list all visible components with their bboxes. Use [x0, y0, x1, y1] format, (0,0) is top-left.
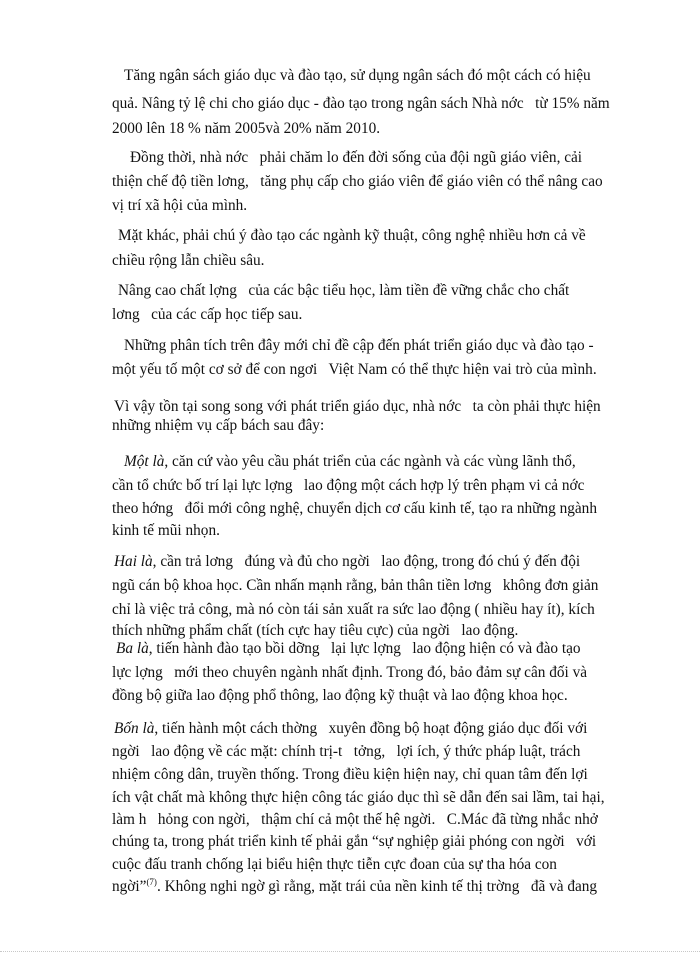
paragraph-8-line-3: chỉ là việc trả công, mà nó còn tái sản xuất ra sức lao động ( nhiều hay ít), kích: [112, 601, 595, 618]
paragraph-10-line-7: cuộc đấu tranh chống lại biểu hiện thực tiễn cực đoan của sự tha hóa con: [112, 856, 557, 873]
paragraph-5-line-1: Những phân tích trên đây mới chỉ đề cập đến phát triển giáo dục và đào tạo -: [124, 337, 594, 354]
paragraph-9-line-3: đồng bộ giữa lao động phổ thông, lao động kỹ thuật và lao động khoa học.: [112, 687, 568, 704]
paragraph-6-line-1: Vì vậy tồn tại song song với phát triển giáo dục, nhà nớc ta còn phải thực hiện: [114, 398, 601, 415]
paragraph-10-line-3: nhiệm công dân, truyền thống. Trong điều kiện hiện nay, chỉ quan tâm đến lợi: [112, 766, 588, 783]
paragraph-1-line-2: quả. Nâng tỷ lệ chi cho giáo dục - đào tạo trong ngân sách Nhà nớc từ 15% năm: [112, 95, 610, 112]
paragraph-10-line-1: [114, 719, 674, 739]
paragraph-9-line-1: [116, 639, 676, 659]
paragraph-8-line-2: ngũ cán bộ khoa học. Cần nhấn mạnh rằng, bản thân tiền lơng không đơn giản: [112, 577, 599, 594]
paragraph-7-lead: Một là: [124, 453, 165, 470]
footnote-reference: (7): [146, 876, 157, 887]
page-bottom-divider: [0, 951, 700, 952]
paragraph-4-line-1: Nâng cao chất lợng của các bậc tiểu học, làm tiền đề vững chắc cho chất: [118, 282, 570, 299]
paragraph-7-line-2: cần tổ chức bố trí lại lực lợng lao động một cách hợp lý trên phạm vi cả nớc: [112, 477, 585, 494]
paragraph-7-line-1: [124, 452, 684, 472]
paragraph-9-lead: Ba là: [116, 640, 149, 657]
paragraph-6-line-2: những nhiệm vụ cấp bách sau đây:: [112, 417, 325, 434]
paragraph-10-line-8-rest: . Không nghi ngờ gì rằng, mặt trái của nền kinh tế thị trờng đã và đang: [156, 878, 598, 895]
paragraph-7-line-1-text: , căn cứ vào yêu cầu phát triển của các ngành và các vùng lãnh thổ,: [164, 453, 576, 470]
paragraph-2-line-3: vị trí xã hội của mình.: [112, 197, 248, 214]
paragraph-8-line-4: thích những phẩm chất (tích cực hay tiêu cực) của ngời lao động.: [112, 622, 519, 639]
paragraph-10-line-6: chúng ta, trong phát triển kinh tế phải gắn “sự nghiệp giải phóng con ngời với: [112, 833, 597, 850]
paragraph-7-line-4: kinh tế mũi nhọn.: [112, 522, 220, 539]
paragraph-2-line-1: Đồng thời, nhà nớc phải chăm lo đến đời sống của đội ngũ giáo viên, cải: [130, 149, 583, 166]
paragraph-8-line-1: [114, 552, 674, 572]
paragraph-4-line-2: lơng của các cấp học tiếp sau.: [112, 306, 303, 323]
paragraph-9-line-2: lực lợng mới theo chuyên ngành nhất định. Trong đó, bảo đảm sự cân đối và: [112, 664, 588, 681]
paragraph-8-lead: Hai là: [114, 553, 153, 570]
paragraph-10-line-5: làm h hỏng con ngời, thậm chí cả một thế hệ ngời. C.Mác đã từng nhắc nhở: [112, 811, 598, 828]
paragraph-3-line-1: Mặt khác, phải chú ý đào tạo các ngành kỹ thuật, công nghệ nhiều hơn cả về: [118, 227, 586, 244]
paragraph-8-line-1-text: , cần trả lơng đúng và đủ cho ngời lao động, trong đó chú ý đến đội: [152, 553, 581, 570]
paragraph-10-line-8-text: ngời”: [112, 878, 147, 895]
paragraph-5-line-2: một yếu tố một cơ sở để con ngơi Việt Nam có thể thực hiện vai trò của mình.: [112, 361, 597, 378]
paragraph-3-line-2: chiều rộng lẫn chiều sâu.: [112, 252, 265, 269]
paragraph-2-line-2: thiện chế độ tiền lơng, tăng phụ cấp cho giáo viên để giáo viên có thể nâng cao: [112, 173, 603, 190]
paragraph-1-line-1: Tăng ngân sách giáo dục và đào tạo, sử dụng ngân sách đó một cách có hiệu: [124, 67, 591, 84]
paragraph-10-line-8: [112, 877, 672, 897]
paragraph-10-line-4: ích vật chất mà không thực hiện công tác giáo dục thì sẽ dẫn đến sai lầm, tai hại,: [112, 789, 605, 806]
paragraph-7-line-3: theo hớng đổi mới công nghệ, chuyển dịch cơ cấu kinh tế, tạo ra những ngành: [112, 500, 597, 517]
paragraph-10-line-2: ngời lao động về các mặt: chính trị-t tởng, lợi ích, ý thức pháp luật, trách: [112, 743, 581, 760]
paragraph-10-lead: Bốn là: [114, 720, 155, 737]
paragraph-10-line-1-text: , tiến hành một cách thờng xuyên đồng bộ hoạt động giáo dục đối với: [154, 720, 588, 737]
paragraph-9-line-1-text: , tiến hành đào tạo bồi dỡng lại lực lợng lao động hiện có và đào tạo: [148, 640, 581, 657]
paragraph-1-line-3: 2000 lên 18 % năm 2005và 20% năm 2010.: [112, 120, 381, 137]
